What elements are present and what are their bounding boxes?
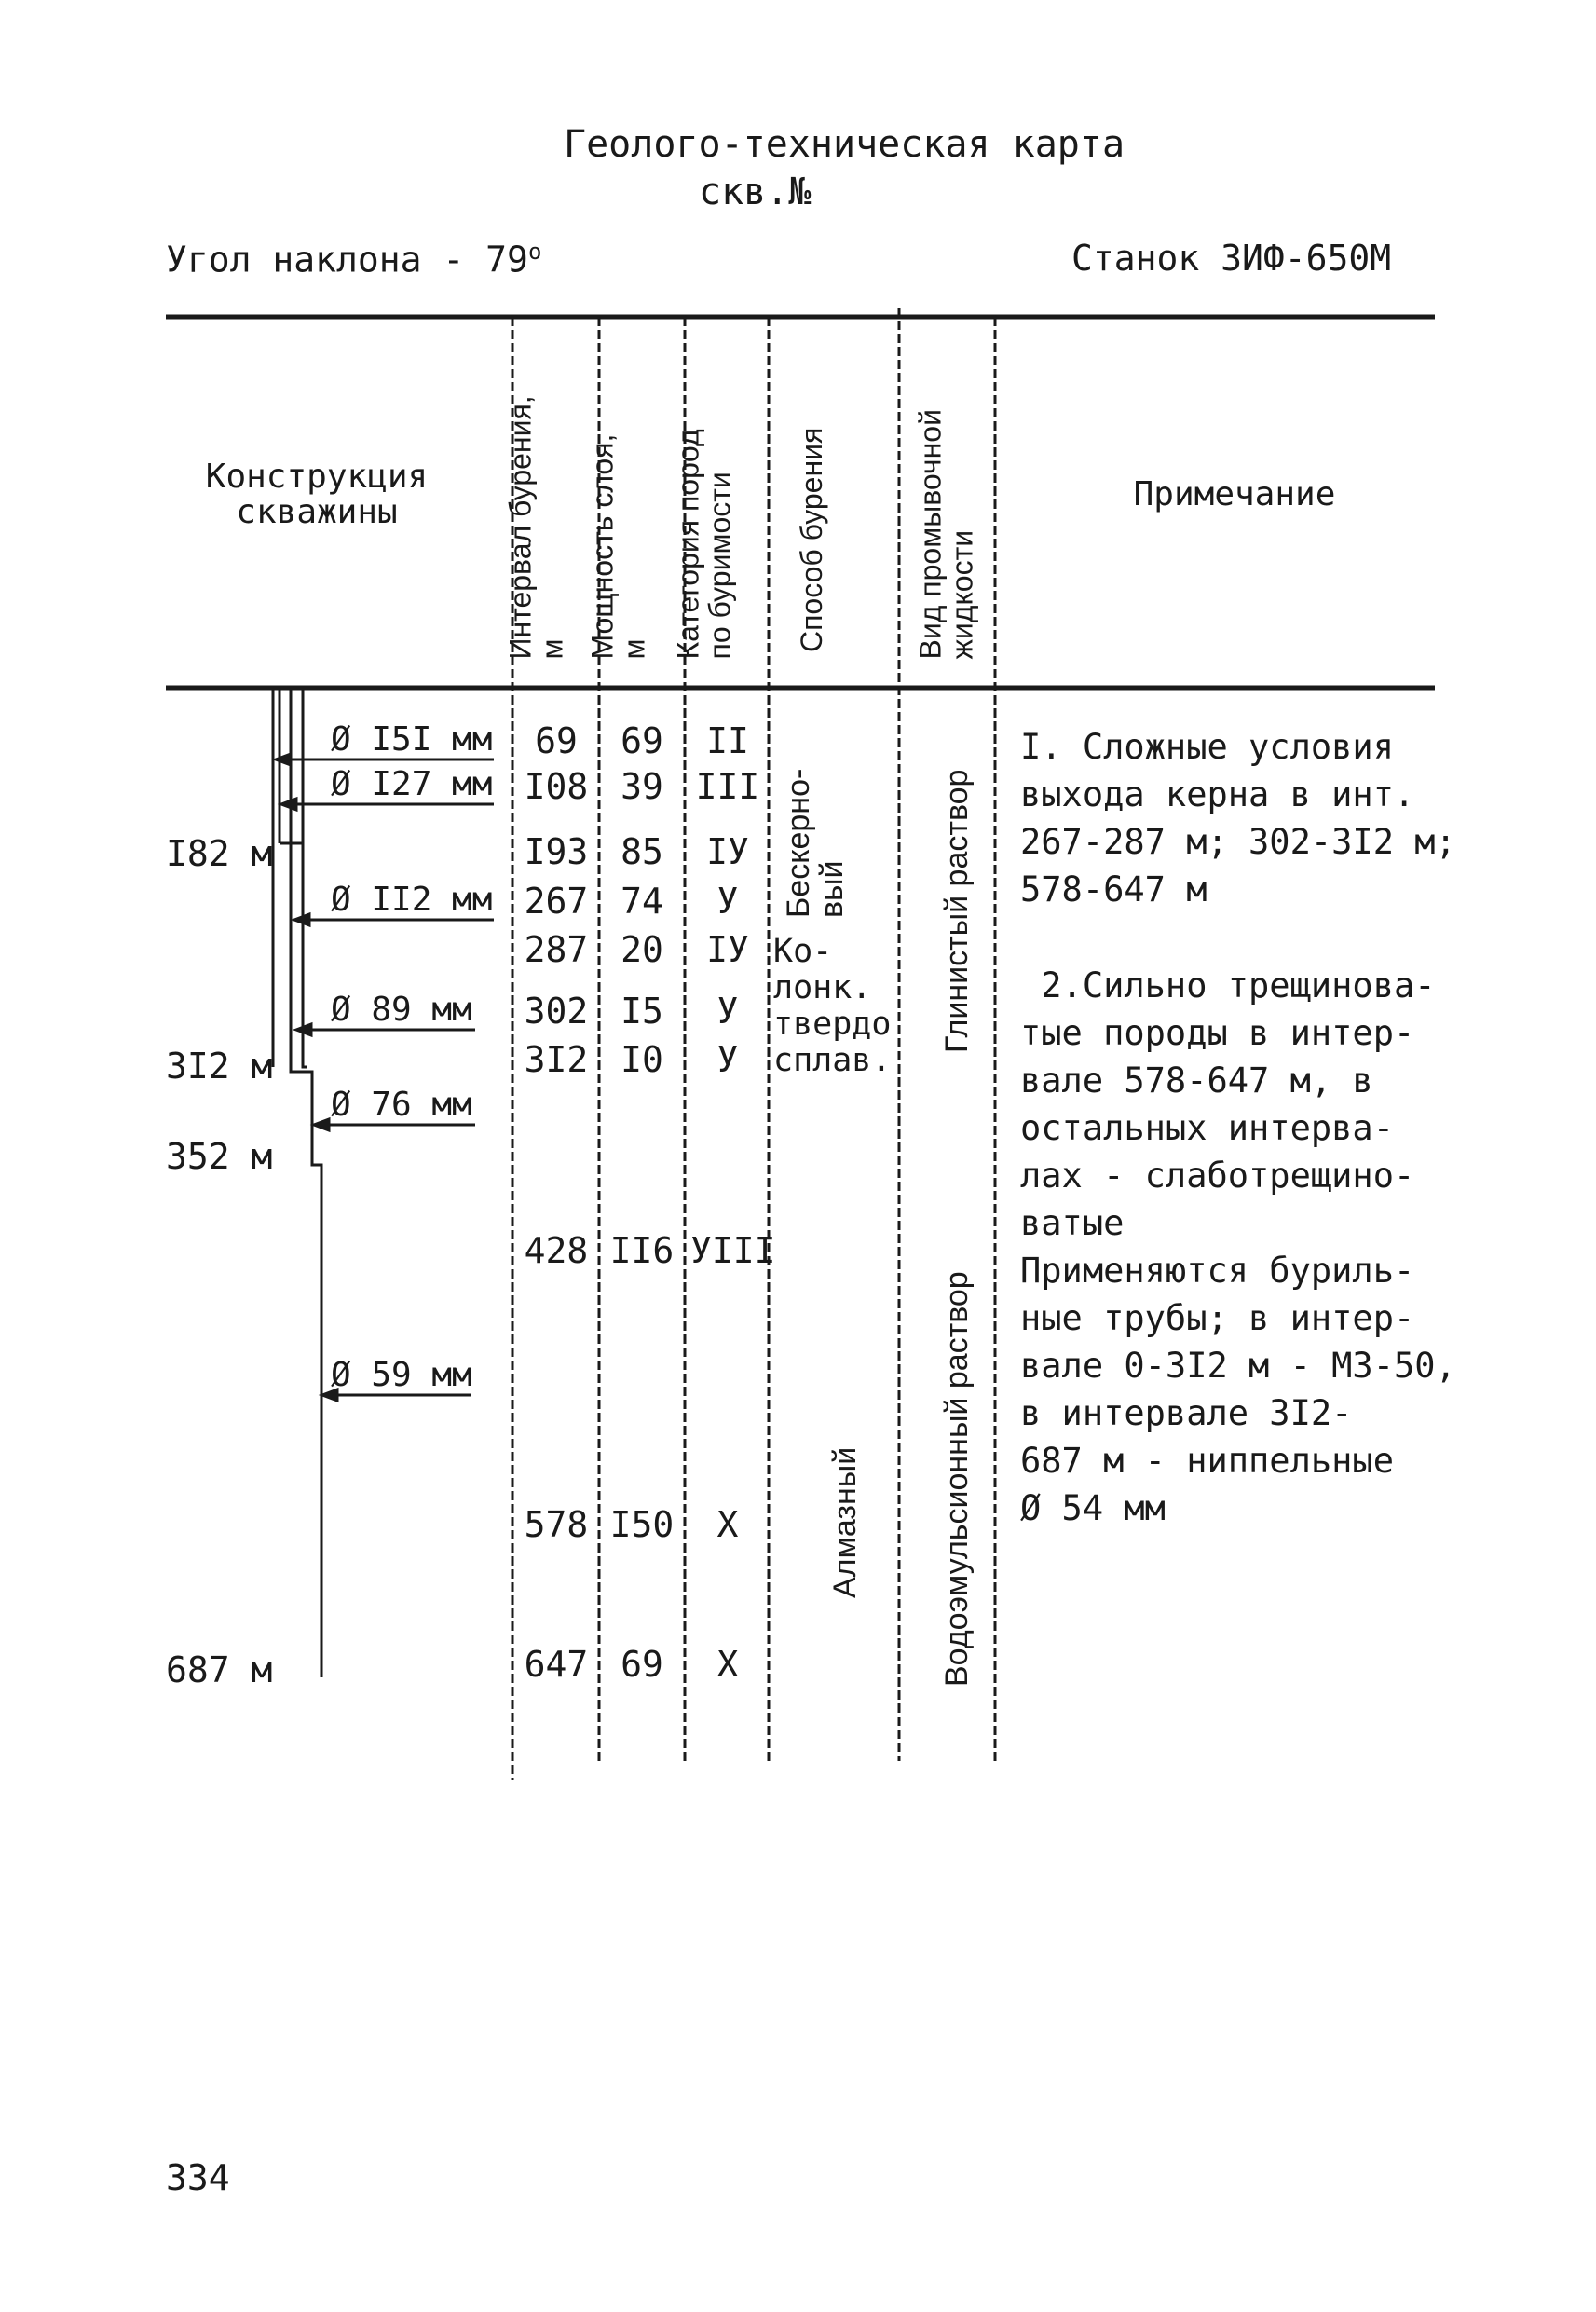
header-fluid: Вид промывочной жидкости [913, 409, 979, 660]
title-line-1: Геолого-техническая карта [564, 123, 1125, 166]
diameter-label: Ø I27 мм [331, 765, 493, 803]
category-cell: X [716, 1504, 739, 1545]
fluid-emulsion: Водоэмульсионный раствор [939, 1271, 975, 1687]
header-interval: Интервал бурения, м [503, 395, 569, 660]
method-coreless: Бескерно- вый [781, 768, 850, 918]
interval-cell: 428 [524, 1230, 589, 1271]
depth-label: I82 м [166, 833, 273, 874]
method-column: Ко- лонк. твердо сплав. [773, 933, 892, 1079]
thickness-cell: II6 [609, 1230, 675, 1271]
category-cell: У [716, 881, 739, 922]
title-line-2: скв.№ [699, 171, 812, 213]
thickness-cell: I0 [621, 1039, 663, 1080]
thickness-cell: 20 [621, 929, 663, 970]
interval-cell: 287 [524, 929, 589, 970]
diameter-label: Ø 76 мм [331, 1086, 472, 1124]
category-cell: IУ [706, 831, 749, 872]
thickness-cell: I5 [621, 991, 663, 1032]
thickness-cell: 74 [621, 881, 663, 922]
interval-cell: 69 [535, 720, 578, 761]
category-cell: У [716, 1039, 739, 1080]
angle-superscript: o [527, 239, 542, 265]
well-construction-diagram [273, 690, 321, 1677]
depth-label: 352 м [166, 1136, 273, 1177]
note-1: I. Сложные условия выхода керна в инт. 267-287 м; 302-3I2 м; 578-647 м [1020, 727, 1456, 910]
fluid-clay: Глинистый раствор [939, 769, 975, 1053]
page-number: 334 [166, 2157, 230, 2198]
note-2: 2.Сильно трещинова- тые породы в интер- вале 578-647 м, в остальных интерва- лах - слаботрещино- ватые Применяются буриль- ные трубы; в интер- вале 0-3I2 м - МЗ-50, в интервале 3I2- 687 м - ниппельные Ø 54 мм [1020, 965, 1456, 1528]
category-cell: IУ [706, 929, 749, 970]
diameter-markers [276, 754, 494, 1401]
diameter-label: Ø I5I мм [331, 720, 493, 759]
interval-cell: 302 [524, 991, 589, 1032]
thickness-cell: 85 [621, 831, 663, 872]
rig-label: Станок ЗИФ-650М [1071, 238, 1392, 279]
diameter-label: Ø 89 мм [331, 991, 472, 1029]
angle-text: Угол наклона - 79 [166, 239, 528, 280]
thickness-cell: I50 [609, 1504, 675, 1545]
category-cell: II [706, 720, 749, 761]
thickness-cell: 39 [621, 766, 663, 807]
interval-cell: 578 [524, 1504, 589, 1545]
thickness-cell: 69 [621, 720, 663, 761]
interval-cell: 267 [524, 881, 589, 922]
header-thickness: Мощность слоя, м [585, 433, 651, 660]
interval-cell: 647 [524, 1644, 589, 1685]
interval-cell: I08 [524, 766, 589, 807]
thickness-cell: 69 [621, 1644, 663, 1685]
header-construction: Конструкция скважины [205, 458, 429, 531]
header-category: Категория пород по буримости [671, 429, 737, 660]
interval-cell: 3I2 [524, 1039, 589, 1080]
header-method: Способ бурения [795, 427, 828, 652]
diameter-label: Ø II2 мм [331, 881, 493, 919]
category-cell: У [716, 991, 739, 1032]
method-diamond: Алмазный [827, 1446, 863, 1598]
depth-label: 3I2 м [166, 1046, 273, 1087]
depth-label: 687 м [166, 1649, 273, 1690]
header-note: Примечание [1133, 475, 1336, 513]
diameter-label: Ø 59 мм [331, 1356, 472, 1394]
category-cell: X [716, 1644, 739, 1685]
category-cell: УIII [690, 1230, 776, 1271]
interval-cell: I93 [524, 831, 589, 872]
category-cell: III [695, 766, 760, 807]
